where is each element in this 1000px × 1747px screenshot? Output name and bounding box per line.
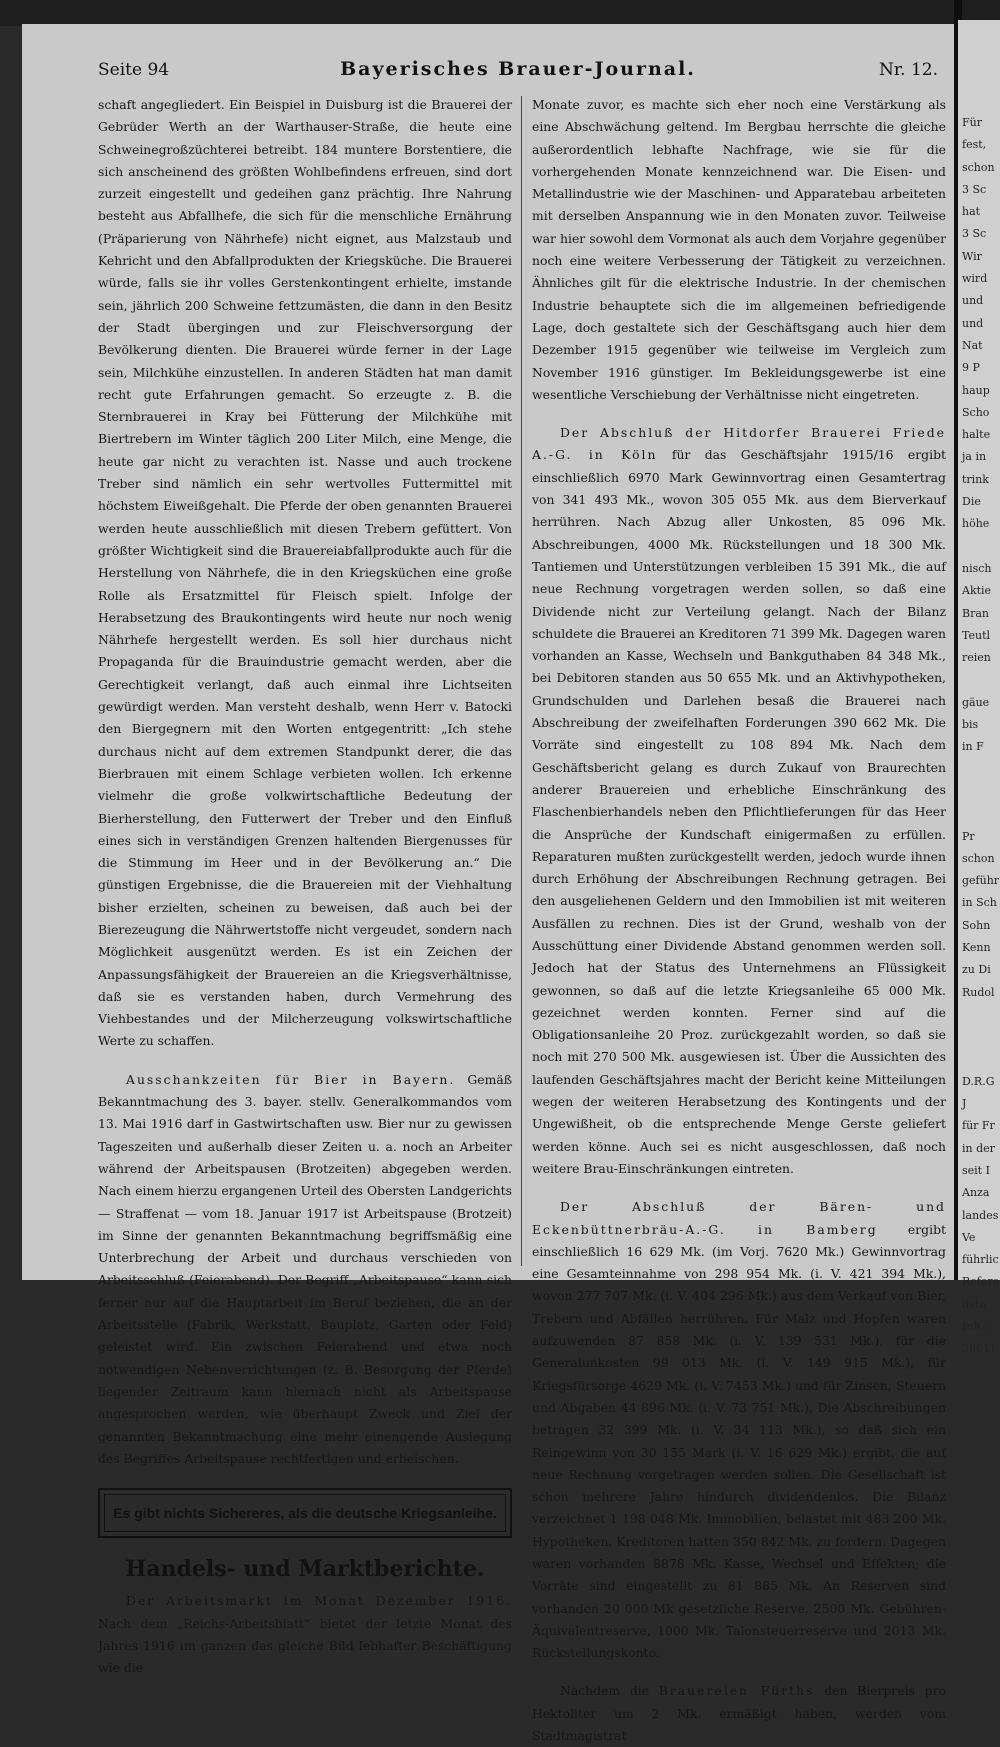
next-page-fragment: Inh.: [962, 1320, 988, 1334]
next-page-fragment: in der [962, 1141, 995, 1155]
issue-number: Nr. 12. [879, 60, 938, 80]
next-page-fragment: in Sch [962, 896, 997, 910]
next-page-fragment: liste [962, 1297, 986, 1311]
next-page-fragment: Scho [962, 405, 990, 419]
article-body: für das Geschäftsjahr 1915/16 ergibt einschließlich 6970 Mark Gewinnvortrag einen Gesamtertrag von 341 493 Mk., wovon 305 055 Mk. aus dem Bierverkauf herrühren. Nach Abzug aller Unkosten, 85 096 Mk. Abschreibungen, 4000 Mk. Rückstellungen und 18 300 Mk. Tantiemen und Unterstützungen verbleiben 15 391 Mk., die auf neue Rechnung vorgetragen werden sollen, so daß eine Dividende nicht zur Verteilung gelangt. Nach der Bilanz schuldete die Brauerei an Kreditoren 71 399 Mk. Dagegen waren vorhanden an Kasse, Wechseln und Bankguthaben 84 348 Mk., bei Debitoren standen aus 50 655 Mk. und an Aktivhypotheken, Grundschulden und Darlehen besaß die Brauerei nach Abschreibung der zweifelhaften Forderungen 390 662 Mk. Die Vorräte sind eingestellt zu 108 894 Mk. Nach dem Geschäftsbericht gelang es durch Zukauf von Braurechten anderer Brauereien und erhebliche Einschränkung des Flaschenbierhandels neben den Pflichtlieferungen für das Heer die Ansprüche der Kundschaft einigermaßen zu erfüllen. Reparaturen mußten zurückgestellt werden, jedoch wurde ihnen durch Erhöhung der Abschreibungen Rechnung getragen. Bei den ausgeliehenen Geldern und den Immobilien ist mit weiteren Ausfällen zu rechnen. Dies ist der Grund, weshalb von der Ausschüttung einer Dividende Abstand genommen werden soll. Jedoch hat der Status des Unternehmens an Flüssigkeit gewonnen, so daß auf die letzte Kriegsanleihe 65 000 Mk. gezeichnet werden konnten. Ferner sind auf die Obligationsanleihe 20 Proz. zurückgezahlt worden, so daß sie noch mit 270 500 Mk. ausgewiesen ist. Über die Aussichten des laufenden Geschäftsjahres macht der Bericht keine Mitteilungen wegen der weiteren Herabsetzung des Kontingents und der Ungewißheit, ob die entsprechende Menge Gerste geliefert werden könne. Auch sei es nicht ausgeschlossen, daß noch weitere Brau-Einschränkungen eintreten. [532, 447, 946, 1176]
next-page-fragment: Nat [962, 338, 983, 352]
next-page-fragment: höhe [962, 517, 990, 531]
next-page-fragment: D.R.G [962, 1074, 995, 1088]
next-page-fragment: Die [962, 495, 981, 509]
page-header [98, 58, 938, 88]
next-page-fragment: wird [962, 272, 988, 286]
next-page-fragment: Refere [962, 1275, 1000, 1289]
next-page-fragment: ja in [962, 450, 987, 464]
next-page-fragment: gäue [962, 695, 990, 709]
next-page-fragment: in F [962, 740, 984, 754]
article-body: den Bierpreis pro Hektoliter um 2 Mk. ermäßigt haben, werden vom Stadtmagistrat [532, 1683, 946, 1744]
next-page-fragment: 3861) [962, 1342, 995, 1356]
article-paragraph: Monate zuvor, es machte sich eher noch eine Verstärkung als eine Abschwächung geltend. Im Bergbau herrschte die gleiche außerordentlich lebhafte Nachfrage, wie sie für die vorhergehenden Monate kennzeichnend war. Die Eisen- und Metallindustrie wie der Maschinen- und Apparatebau arbeiteten mit derselben Anspannung wie in den Monaten zuvor. Teilweise war hier sowohl dem Vormonat als auch dem Vorjahre gegenüber noch eine weitere Verbesserung der Tätigkeit zu verzeichnen. Ähnliches gilt für die elektrische Industrie. In der chemischen Industrie behauptete sich die im allgemeinen befriedigende Lage, doch gestaltete sich der Geschäftsgang auch hier dem Dezember 1915 gegenüber wie teilweise im Vergleich zum November 1916 günstiger. Im Bekleidungsgewerbe ist eine wesentliche Verschiebung der Verhältnisse nicht eingetreten. [532, 97, 946, 402]
next-page-fragment [962, 803, 999, 825]
banner-text: Es gibt nichts Sichereres, als die deutsche Kriegsanleihe. [104, 1494, 506, 1532]
next-page-fragment: 3 Sc [962, 227, 987, 241]
left-column [98, 94, 512, 1680]
next-page-fragment: Sohn [962, 918, 991, 932]
next-page-fragment: hat [962, 205, 981, 219]
next-page-fragment [962, 536, 999, 558]
article-body: Nachdem die [560, 1683, 650, 1699]
article-paragraph [532, 1196, 946, 1664]
page-number: Seite 94 [98, 60, 170, 80]
next-page-fragment: und [962, 294, 984, 308]
next-page-fragment [962, 1026, 999, 1048]
next-page-fragment: geführ [962, 874, 1000, 888]
next-page-fragment: führlic [962, 1253, 999, 1267]
next-page-fragment: zu Di [962, 963, 991, 977]
background-top [0, 0, 1000, 26]
next-page-fragment: Aktie [962, 584, 992, 598]
next-page-fragment: Für [962, 116, 982, 129]
article-title: Ausschankzeiten für Bier in Bayern. [126, 1071, 456, 1087]
next-page-fragment [962, 669, 999, 691]
next-page-fragment: Anza [962, 1186, 990, 1200]
article-body: Gemäß Bekanntmachung des 3. bayer. stellv. Generalkommandos vom 13. Mai 1916 darf in Gastwirtschaften usw. Bier nur zu gewissen Tageszeiten und außerhalb dieser Zeiten u. a. noch an Arbeiter während der Arbeitspausen (Brotzeiten) abgegeben werden. Nach einem hierzu ergangenen Urteil des Obersten Landgerichts — Straffenat — vom 18. Januar 1917 ist Arbeitspause (Brotzeit) im Sinne der genannten Bekanntmachung begriffsmäßig eine Unterbrechung der Arbeit und durchaus verschieden von Arbeitsschluß (Feierabend). Der Begriff „Arbeitspause“ kann sich ferner nur auf die Hauptarbeit im Beruf beziehen, die an der Arbeitsstelle (Fabrik, Werkstatt, Bauplatz, Garten oder Feld) geleistet wird. Ein zwischen Feierabend und etwa noch notwendigen Nebenverrichtungen (z. B. Besorgung der Pferde) liegender Zeitraum kann hiernach nicht als Arbeitspause angesprochen werden, wie überhaupt Zweck und Ziel der genannten Bekanntmachung eine mehr einengende Auslegung des Begriffes Arbeitspause rechtfertigen und erheischen. [98, 1071, 512, 1466]
next-page-fragment: fest, [962, 138, 987, 152]
next-page-fragment: 3 Sc [962, 182, 987, 196]
article-paragraph [98, 1069, 512, 1470]
next-page-fragment: Pr [962, 829, 975, 843]
next-page-fragment [962, 759, 999, 781]
next-page-edge [958, 20, 1000, 1356]
next-page-fragment: Ve [962, 1230, 976, 1244]
article-body: ergibt einschließlich 16 629 Mk. (im Vorj. 7620 Mk.) Gewinnvortrag eine Gesamteinnahme von 298 954 Mk. (i. V. 421 394 Mk.), wovon 277 707 Mk. (i. V. 404 296 Mk.) aus dem Verkauf von Bier, Trebern und Abfällen herrühren. Für Malz und Hopfen waren aufzuwenden 87 858 Mk. (i. V. 139 531 Mk.), für die Generalunkosten 99 013 Mk. (i. V. 149 915 Mk.), für Kriegsfürsorge 4629 Mk. (i. V. 7453 Mk.) und für Zinsen, Steuern und Abgaben 44 896 Mk. (i. V. 73 751 Mk.). Die Abschreibungen betragen 32 399 Mk. (i. V. 34 113 Mk.), so daß sich ein Reingewinn von 30 155 Mark (i. V. 16 629 Mk.) ergibt, die auf neue Rechnung vorgetragen werden sollen. Die Gesellschaft ist schon mehrere Jahre hindurch dividendenlos. Die Bilanz verzeichnet 1 198 048 Mk. Immobilien, belastet mit 483 200 Mk. Hypotheken. Kreditoren hatten 350 842 Mk. zu fordern. Dagegen waren vorhanden 8878 Mk. Kasse, Wechsel und Effekten; die Vorräte sind eingestellt zu 81 885 Mk. An Reserven sind vorhanden 20 000 Mk gesetzliche Reserve, 2500 Mk. Gebühren-Äquivalentreserve, 1000 Mk. Talonsteuerreserve und 2013 Mk. Rückstellungskonto. [532, 1221, 946, 1661]
next-page-fragment: schon [962, 851, 995, 865]
next-page-fragment [962, 1004, 999, 1026]
next-page-fragment: bis [962, 718, 979, 732]
next-page-fragment: für Fr [962, 1119, 995, 1133]
article-title: Der Abschluß der Hitdorfer Brauerei Friede A.-G. in Köln [532, 425, 946, 463]
right-column [532, 94, 946, 1747]
next-page-fragment: reien [962, 651, 991, 665]
column-divider [521, 96, 522, 1266]
next-page-fragment: Bran [962, 606, 989, 620]
next-page-fragment: J [962, 1097, 967, 1111]
article-title: Brauereien Fürths [658, 1683, 815, 1699]
next-page-fragment: haup [962, 383, 990, 397]
article-paragraph [532, 1680, 946, 1747]
journal-title: Bayerisches Brauer-Journal. [340, 58, 696, 80]
article-title: Der Arbeitsmarkt im Monat Dezember 1916. [126, 1593, 512, 1609]
next-page-fragment: Kenn [962, 940, 991, 954]
section-heading: Handels- und Marktberichte. [125, 1556, 485, 1583]
next-page-fragment: schon [962, 160, 995, 174]
next-page-fragment: nisch [962, 561, 992, 575]
kriegsanleihe-banner [98, 1488, 512, 1538]
next-page-fragment: landes [962, 1208, 999, 1222]
article-title: Der Abschluß der Bären- und Eckenbüttnerbräu-A.-G. in Bamberg [532, 1199, 946, 1237]
next-page-fragment: und [962, 316, 984, 330]
next-page-fragment: Wir [962, 249, 982, 263]
next-page-fragment: halte [962, 428, 991, 442]
next-page-fragment [962, 1048, 999, 1070]
article-paragraph: schaft angegliedert. Ein Beispiel in Duisburg ist die Brauerei der Gebrüder Werth an der Warthauser-Straße, die heute eine Schweinegroßzüchterei betreibt. 184 muntere Borstentiere, die sich anscheinend des größten Wohlbefindens erfreuen, sind dort zurzeit eingestellt und gedeihen ganz prächtig. Ihre Nahrung besteht aus Abfallhefe, die sich für die menschliche Ernährung (Präparierung von Nährhefe) nicht eignet, aus Malzstaub und Kehricht und den Abfallprodukten der Kriegsküche. Die Brauerei würde, falls sie ihr volles Gerstenkontingent erhielte, imstande sein, jährlich 200 Schweine fettzumästen, die dann in den Besitz der Stadt übergingen und zur Fleischversorgung der Bevölkerung dienten. Die Brauerei würde ferner in der Lage sein, Milchkühe einzustellen. In anderen Städten hat man damit recht gute Erfahrungen gemacht. So erzeugte z. B. die Sternbrauerei in Kray bei Fütterung der Milchkühe mit Biertrebern im Winter täglich 200 Liter Milch, eine Menge, die heute gar nicht zu verachten ist. Nasse und auch trockene Treber sind nämlich ein sehr wertvolles Futtermittel mit höchstem Eiweißgehalt. Die Pferde der oben genannten Brauerei werden heute ausschließlich mit diesen Trebern gefüttert. Von größter Wichtigkeit sind die Brauereiabfallprodukte auch für die Herstellung von Nährhefe, die in den Kriegsküchen eine große Rolle als Ersatzmittel für Fleisch spielt. Infolge der Herabsetzung des Braukontingents wird heute nur noch wenig Nährhefe hergestellt werden. Es soll hier durchaus nicht Propaganda für die Brauindustrie gemacht werden, aber die Gerechtigkeit verlangt, daß auch einmal ihre Lichtseiten gewürdigt werden. Man versteht deshalb, wenn Herr v. Batocki den Biergegnern mit den Worten entgegentritt: „Ich stehe durchaus nicht auf dem extremen Standpunkt derer, die das Bierbrauen mit einem Schlage verbieten wollen. Ich erkenne vielmehr die große volkwirtschaftliche Bedeutung der Bierherstellung, den Futterwert der Treber und den Einfluß eines sich in verständigen Grenzen haltenden Biergenusses für die Stimmung im Heer und in der Bevölkerung an.“ Die günstigen Ergebnisse, die die Brauereien mit der Viehhaltung bisher erzielten, scheinen zu beweisen, daß auch bei der Bierezeugung die Nährwertstoffe nicht vergeudet, sondern nach Möglichkeit ausgenützt werden. Es ist ein Zeichen der Anpassungsfähigkeit der Brauereien an die Kriegsverhältnisse, daß sie es verstanden haben, durch Vermehrung des Viehbestandes und der Milcherzeugung volkswirtschaftliche Werte zu schaffen. [98, 97, 512, 1049]
next-page-fragment [962, 781, 999, 803]
next-page-fragment: seit I [962, 1163, 990, 1177]
next-page-fragment: 9 P [962, 361, 980, 375]
next-page-fragment: trink [962, 472, 989, 486]
article-paragraph [532, 422, 946, 1180]
article-body: Nach dem „Reichs-Arbeitsblatt“ bietet der letzte Monat des Jahres 1916 im ganzen das gleiche Bild lebhafter Beschäftigung wie die [98, 1615, 512, 1676]
next-page-fragment: Rudol [962, 985, 995, 999]
next-page-fragment: Teutl [962, 628, 991, 642]
article-paragraph [98, 1590, 512, 1679]
